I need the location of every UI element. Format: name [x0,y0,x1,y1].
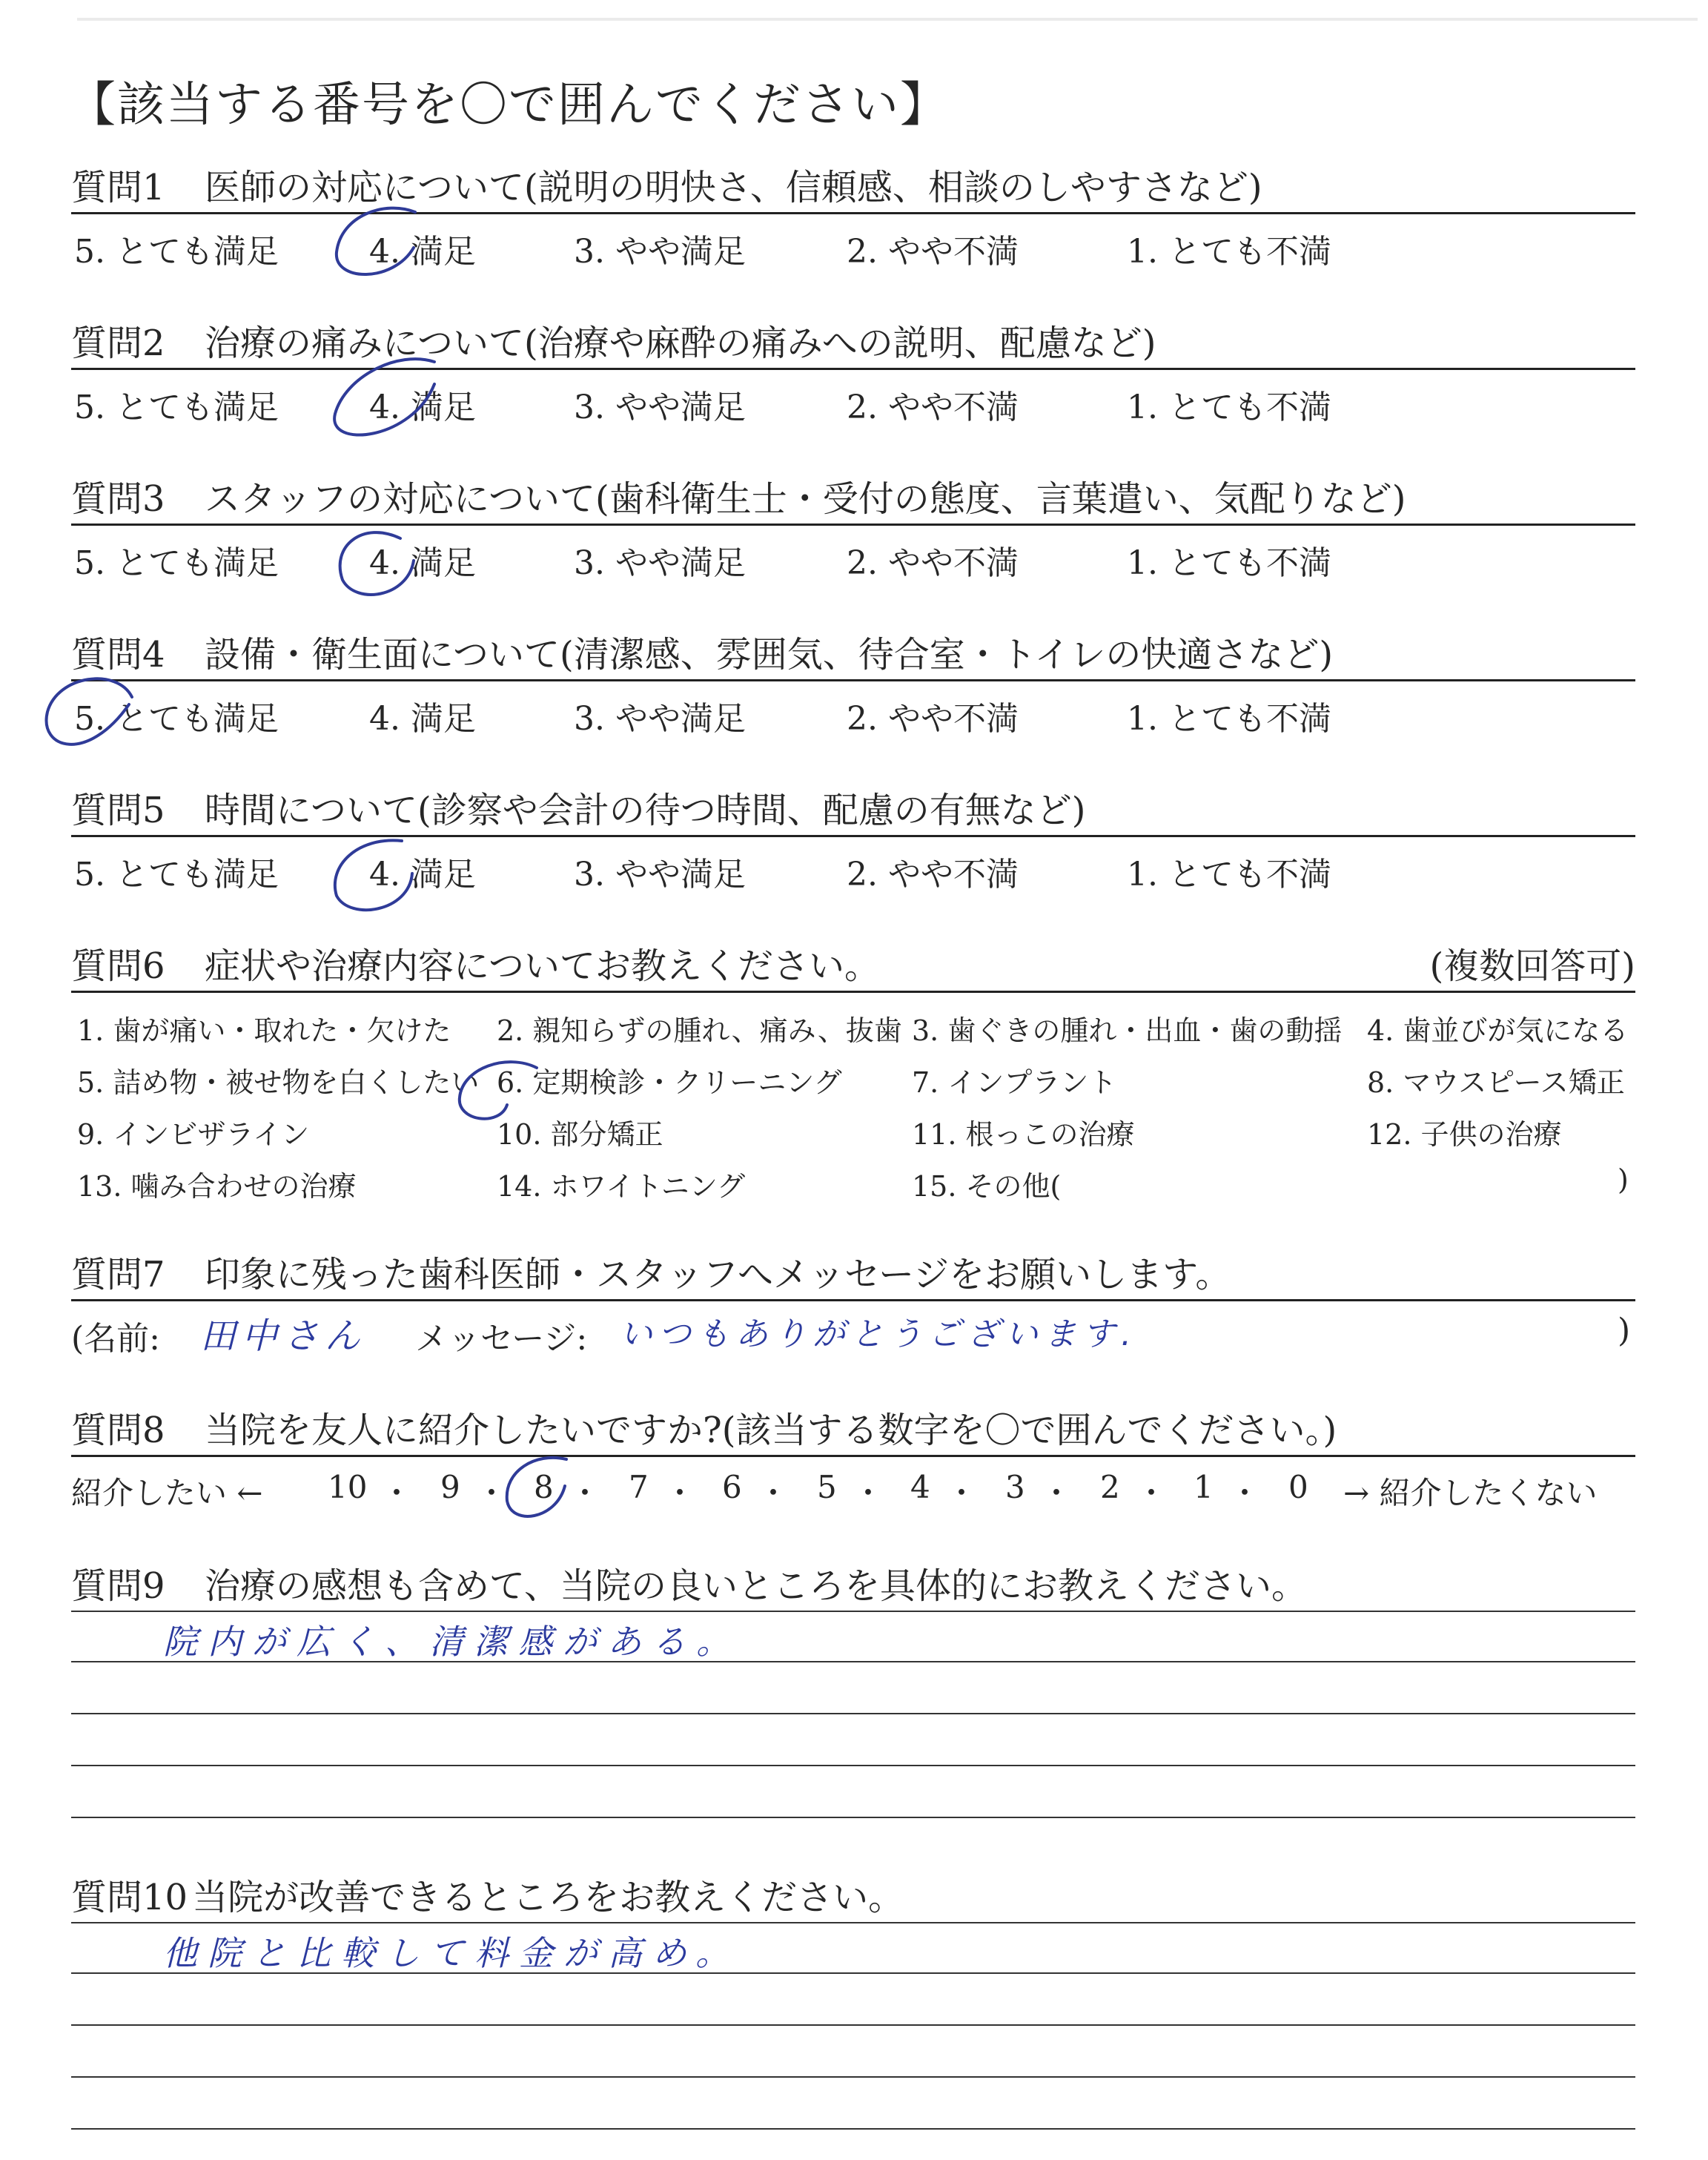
question-number: 質問5 [71,790,165,831]
scale-value-0[interactable]: 0 [1288,1469,1308,1505]
treatment-options [71,993,1635,1208]
answer-area[interactable] [71,1611,1635,1818]
question-10 [71,1873,1635,2130]
rating-option-4[interactable]: 4. 満足 [369,856,476,894]
question-1 [71,163,1635,271]
rating-options [71,526,1635,582]
rating-option-3[interactable]: 3. やや満足 [574,233,746,271]
treatment-option-4[interactable]: 4. 歯並びが気になる [1367,1014,1629,1047]
rating-option-2[interactable]: 2. やや不満 [847,700,1019,738]
question-number: 質問2 [71,323,165,364]
question-7 [71,1250,1635,1361]
answer-area[interactable] [71,1922,1635,2130]
question-number: 質問4 [71,634,165,676]
question-text: 治療の痛みについて(治療や麻酔の痛みへの説明、配慮など) [205,323,1156,364]
question-3 [71,475,1635,582]
message-line [71,1301,1635,1361]
rating-option-2[interactable]: 2. やや不満 [847,233,1019,271]
rating-option-3[interactable]: 3. やや満足 [574,856,746,894]
scale-separator: ・ [476,1475,508,1511]
message-label: メッセージ: [415,1320,588,1358]
rating-option-3[interactable]: 3. やや満足 [574,544,746,582]
scale-value-6[interactable]: 6 [722,1469,742,1505]
rating-option-5[interactable]: 5. とても満足 [74,544,279,582]
question-text: スタッフの対応について(歯科衛生士・受付の態度、言葉遣い、気配りなど) [205,478,1406,520]
scale-value-2[interactable]: 2 [1100,1469,1120,1505]
rating-option-1[interactable]: 1. とても不満 [1127,389,1331,426]
treatment-option-8[interactable]: 8. マウスピース矯正 [1367,1066,1625,1099]
rating-options [71,370,1635,426]
scale-value-7[interactable]: 7 [629,1469,649,1505]
question-8 [71,1406,1635,1516]
treatment-option-5[interactable]: 5. 詰め物・被せ物を白くしたい [77,1066,480,1099]
treatment-option-13[interactable]: 13. 噛み合わせの治療 [77,1170,357,1203]
rating-option-2[interactable]: 2. やや不満 [847,856,1019,894]
question-text: 治療の感想も含めて、当院の良いところを具体的にお教えください。 [205,1565,1308,1607]
treatment-option-9[interactable]: 9. インビザライン [77,1118,310,1151]
rating-option-5[interactable]: 5. とても満足 [74,389,279,426]
rating-option-2[interactable]: 2. やや不満 [847,544,1019,582]
question-text: 印象に残った歯科医師・スタッフへメッセージをお願いします。 [205,1254,1231,1295]
question-number: 質問7 [71,1254,165,1295]
writing-line [71,1817,1635,1818]
question-number: 質問6 [71,945,165,987]
scale-right-label: → 紹介したくない [1343,1475,1598,1511]
rating-option-4[interactable]: 4. 満足 [369,544,476,582]
question-text: 医師の対応について(説明の明快さ、信頼感、相談のしやすさなど) [205,167,1262,208]
scale-separator: ・ [1136,1475,1168,1511]
question-number: 質問10 [71,1877,188,1918]
scale-value-9[interactable]: 9 [440,1469,460,1505]
question-title [71,1250,1635,1299]
question-title [71,475,1635,524]
scale-value-8[interactable]: 8 [534,1469,554,1505]
rating-option-3[interactable]: 3. やや満足 [574,389,746,426]
name-value[interactable]: 田中さん [200,1315,367,1357]
form-header: 【該当する番号を〇で囲んでください】 [68,78,949,133]
scale-separator: ・ [1229,1475,1261,1511]
close-paren: ) [1618,1312,1631,1350]
scale-value-3[interactable]: 3 [1005,1469,1025,1505]
question-6 [71,942,1635,1208]
good-points-answer[interactable]: 院内が広く、清潔感がある。 [163,1622,741,1662]
question-text: 設備・衛生面について(清潔感、雰囲気、待合室・トイレの快適さなど) [205,634,1334,676]
scale-value-10[interactable]: 10 [328,1469,368,1505]
rating-option-1[interactable]: 1. とても不満 [1127,856,1331,894]
treatment-option-7[interactable]: 7. インプラント [912,1066,1117,1099]
rating-option-1[interactable]: 1. とても不満 [1127,700,1331,738]
question-text: 当院が改善できるところをお教えください。 [192,1877,904,1918]
question-number: 質問9 [71,1565,165,1607]
treatment-option-11[interactable]: 11. 根っこの治療 [912,1118,1135,1151]
treatment-option-15[interactable]: 15. その他( [912,1170,1062,1203]
question-title [71,1873,1635,1922]
question-title [71,319,1635,368]
treatment-option-14[interactable]: 14. ホワイトニング [497,1170,746,1203]
top-border [77,18,1698,21]
treatment-option-3[interactable]: 3. 歯ぐきの腫れ・出血・歯の動揺 [912,1014,1343,1047]
writing-line [71,2128,1635,2130]
treatment-option-1[interactable]: 1. 歯が痛い・取れた・欠けた [77,1014,451,1047]
treatment-option-10[interactable]: 10. 部分矯正 [497,1118,663,1151]
question-title [71,1406,1635,1455]
name-label: (名前: [71,1320,160,1358]
treatment-option-2[interactable]: 2. 親知らずの腫れ、痛み、抜歯 [497,1014,902,1047]
rating-option-3[interactable]: 3. やや満足 [574,700,746,738]
rating-option-5[interactable]: 5. とても満足 [74,856,279,894]
scale-value-1[interactable]: 1 [1194,1469,1214,1505]
scale-value-5[interactable]: 5 [817,1469,837,1505]
rating-option-5[interactable]: 5. とても満足 [74,700,279,738]
rating-options [71,681,1635,738]
question-text: 当院を友人に紹介したいですか?(該当する数字を〇で囲んでください。) [205,1410,1337,1451]
treatment-option-12[interactable]: 12. 子供の治療 [1367,1118,1562,1151]
question-title [71,630,1635,679]
scale-separator: ・ [758,1475,790,1511]
question-2 [71,319,1635,426]
rating-option-5[interactable]: 5. とても満足 [74,233,279,271]
question-number: 質問3 [71,478,165,520]
question-title [71,1562,1635,1611]
recommend-scale [71,1457,1635,1516]
question-5 [71,786,1635,894]
question-number: 質問1 [71,167,165,208]
question-title [71,942,1635,991]
rating-option-1[interactable]: 1. とても不満 [1127,233,1331,271]
other-close-paren: ) [1618,1163,1629,1196]
rating-option-4[interactable]: 4. 満足 [369,700,476,738]
treatment-option-6[interactable]: 6. 定期検診・クリーニング [497,1066,842,1099]
scale-separator: ・ [1041,1475,1073,1511]
question-number: 質問8 [71,1410,165,1451]
multiple-answers-note: (複数回答可) [1429,945,1635,987]
scale-separator: ・ [664,1475,696,1511]
improvement-answer[interactable]: 他院と比較して料金が高め。 [163,1933,741,1973]
question-9 [71,1562,1635,1818]
rating-option-1[interactable]: 1. とても不満 [1127,544,1331,582]
question-title [71,163,1635,212]
scale-separator: ・ [853,1475,884,1511]
rating-options [71,214,1635,271]
scale-separator: ・ [946,1475,978,1511]
rating-option-2[interactable]: 2. やや不満 [847,389,1019,426]
question-4 [71,630,1635,738]
question-text: 症状や治療内容についてお教えください。 [205,945,881,987]
scale-separator: ・ [569,1475,601,1511]
scale-value-4[interactable]: 4 [910,1469,930,1505]
message-value[interactable]: いつもありがとうございます. [620,1315,1137,1353]
rating-option-4[interactable]: 4. 満足 [369,389,476,426]
question-title [71,786,1635,835]
scale-left-label: 紹介したい ← [71,1475,263,1511]
rating-options [71,837,1635,894]
scale-separator: ・ [381,1475,413,1511]
rating-option-4[interactable]: 4. 満足 [369,233,476,271]
question-text: 時間について(診察や会計の待つ時間、配慮の有無など) [205,790,1086,831]
